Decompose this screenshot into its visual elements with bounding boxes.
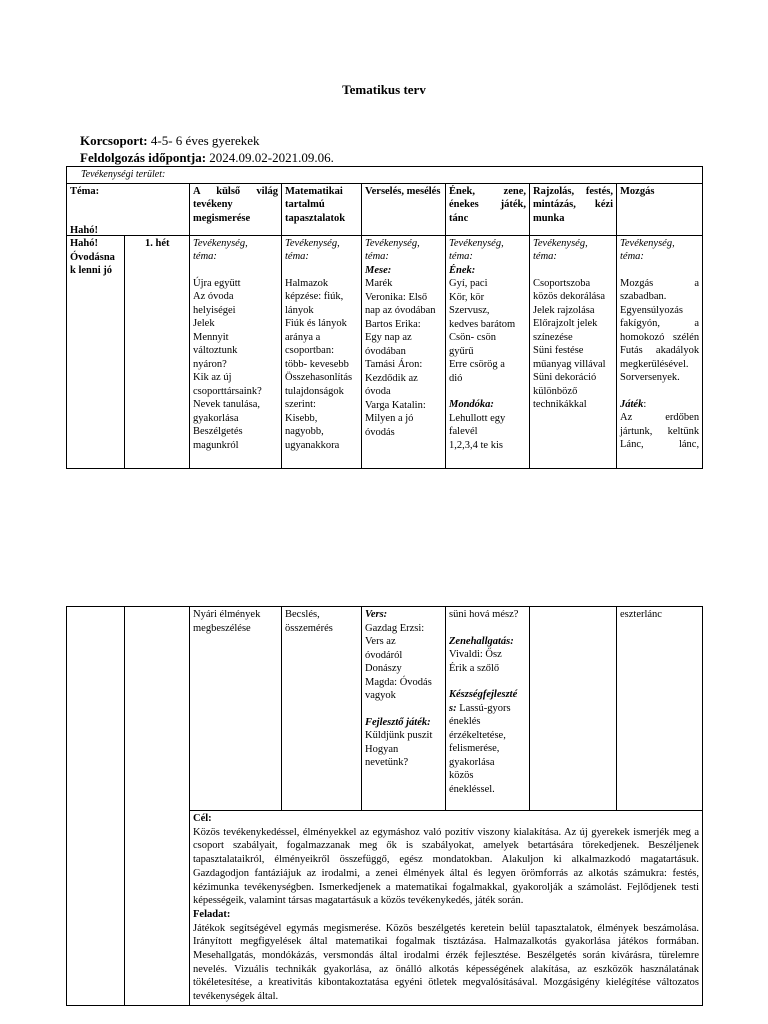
mese-heading: Mese:	[365, 264, 392, 276]
list-matek	[285, 277, 358, 453]
cell-line: Becslés,	[285, 609, 320, 620]
list-enek	[449, 277, 526, 385]
keszsegfejlesztes-heading-tail: s:	[449, 702, 457, 714]
cell-line: szerint:	[285, 399, 316, 410]
cell-line: Lánc, lánc,	[620, 439, 700, 450]
cell-line: óvodában	[365, 345, 406, 357]
cell-line: közös dekorálása	[533, 291, 606, 302]
list-mozgas-cont	[620, 608, 699, 622]
zenehallgatas-heading: Zenehallgatás:	[449, 635, 514, 647]
task-label: Feladat:	[193, 908, 231, 920]
cell-line: Sorversenyek.	[620, 372, 680, 383]
cell-line: eszterlánc	[620, 609, 662, 620]
vers-heading: Vers:	[365, 609, 388, 620]
cell-line: vagyok	[365, 690, 396, 701]
header-tema: Téma:	[67, 183, 190, 235]
cell-mozgas	[617, 235, 703, 468]
cell-kulso-vilag	[190, 235, 282, 468]
cell-line: megbeszélése	[193, 622, 251, 634]
cell-line: Halmazok	[285, 277, 329, 289]
activity-label: Tevékenység,	[285, 237, 340, 249]
cell-line: Összehasonlítás	[285, 372, 353, 383]
cell-verseles	[362, 235, 446, 468]
cell-line: Futás akadályok	[620, 345, 700, 356]
jatek-heading: Játék	[620, 398, 644, 410]
activity-label: téma:	[285, 251, 309, 262]
cell-line: Jelek	[193, 318, 215, 329]
cell-line: Nevek tanulása,	[193, 399, 261, 410]
cell-line: felismerése,	[449, 743, 500, 754]
cell-line: érzékeltetése,	[449, 729, 506, 741]
enek-heading: Ének:	[449, 264, 476, 276]
topic-cell-cont	[67, 607, 125, 1006]
cell-line: közös	[449, 770, 474, 781]
page-title: Tematikus terv	[342, 82, 426, 97]
cell-line: éneklés	[449, 716, 481, 727]
cell-line: Csoportszoba	[533, 277, 591, 289]
header-verseles: Verselés, mesélés	[362, 183, 446, 235]
cell-line: Milyen a jó	[365, 413, 414, 424]
plan-table-page2	[66, 606, 703, 1006]
cell-line: lányok	[285, 304, 314, 316]
week-cell-cont	[125, 607, 190, 1006]
cell-line: Kik az új	[193, 372, 232, 383]
topic-line: Óvodásna	[70, 251, 115, 263]
cell-line: Gazdag Erzsi:	[365, 622, 425, 634]
cell-rajzolas-cont	[530, 607, 617, 811]
jatek-heading-colon: :	[643, 398, 647, 410]
cell-line: ugyanakkora	[285, 439, 340, 451]
cell-line: Nyári élmények	[193, 609, 261, 620]
keszsegfejlesztes-heading: Készségfejleszté	[449, 689, 518, 700]
cell-line: színezése	[533, 331, 573, 343]
header-kulso-vilag: A külső világ tevékeny megismerése	[190, 183, 282, 235]
cell-line: aránya a	[285, 331, 321, 343]
cell-line: Hogyan	[365, 743, 399, 755]
list-enek-cont	[449, 608, 526, 622]
age-group-label: Korcsoport:	[80, 133, 148, 148]
list-verseles	[365, 277, 442, 439]
table-caption: Tevékenységi terület:	[67, 167, 703, 184]
fejleszto-jatek-heading: Fejlesztő játék:	[365, 716, 431, 728]
cell-line: helyiségei	[193, 304, 236, 316]
list-enek2-cont	[449, 648, 526, 675]
cell-line: csoporttársaink?	[193, 385, 262, 397]
goal-text: Közös tevékenykedéssel, élményekkel az egymáshoz való pozitív viszony kialakítása. Az új gyerekek ismerjék meg a csoport szabályait, fogalmazzanak meg ők is szabályokat, amelyek betartására törekedjenek. Beszéljenek tapasztalataikról, élményeikről összefüggő, egész mondatokban. Alakuljon ki alkalmazkodó magatartásuk. Gazdagodjon fantáziájuk az irodalmi, a zenei élmények által és legyen örömforrás az alkotás számukra: festés, kézimunka tevékenységben. Ismerkedjenek a matematikai fogalmakkal, gyakorolják a számolást. Fejlődjenek testi képességeik, valamint társas magatartásuk a közös tevékenykedés, játék során.	[193, 826, 699, 907]
cell-line: Gyí, paci	[449, 278, 488, 289]
keszsegfejlesztes-first: Lassú-gyors	[456, 702, 511, 714]
list-mozgas	[620, 277, 699, 385]
mondoka-heading: Mondóka:	[449, 399, 494, 410]
header-matematika: Matematikai tartalmú tapasztalatok	[282, 183, 362, 235]
cell-line: Szervusz,	[449, 305, 490, 316]
cell-line: Kisebb,	[285, 412, 318, 424]
topic-line: k lenni jó	[70, 265, 113, 276]
list-enek3-cont	[449, 715, 526, 796]
cell-line: Jelek rajzolása	[533, 304, 595, 316]
cell-line: Fiúk és lányok	[285, 318, 347, 329]
activity-label: Tevékenység,	[620, 237, 675, 249]
activity-label: Tevékenység,	[533, 237, 588, 249]
cell-line: műanyag villával	[533, 358, 606, 370]
cell-line: magunkról	[193, 439, 239, 451]
cell-line: technikákkal	[533, 399, 587, 410]
header-mozgas: Mozgás	[617, 183, 703, 235]
cell-line: Vers az	[365, 636, 396, 647]
list-kulso	[193, 277, 278, 453]
cell-line: Küldjünk puszit	[365, 730, 433, 741]
cell-line: több- kevesebb	[285, 358, 349, 370]
cell-line: nagyobb,	[285, 426, 324, 437]
cell-line: Magda: Óvodás	[365, 676, 432, 688]
activity-label: Tevékenység,	[449, 237, 504, 249]
list-matek-cont	[285, 608, 358, 635]
cell-line: énekléssel.	[449, 783, 495, 795]
plan-table-page1	[66, 166, 703, 469]
cell-line: Süni dekoráció	[533, 372, 597, 383]
cell-line: Veronika: Első	[365, 291, 428, 303]
cell-line: dió	[449, 372, 463, 384]
cell-line: nevetünk?	[365, 757, 409, 768]
cell-line: süni hová mész?	[449, 609, 519, 620]
cell-verseles-cont	[362, 607, 446, 811]
cell-line: képzése: fiúk,	[285, 291, 344, 302]
activity-label: téma:	[365, 251, 389, 262]
cell-line: Az erdőben	[620, 412, 700, 423]
list-rajz	[533, 277, 613, 412]
cell-line: gyakorlása	[449, 756, 495, 768]
cell-line: falevél	[449, 426, 478, 437]
cell-line: Kezdődik az	[365, 372, 418, 384]
cell-line: összemérés	[285, 622, 333, 634]
cell-line: fakígyón, a	[620, 318, 700, 329]
cell-line: tulajdonságok	[285, 385, 344, 397]
cell-line: szabadban.	[620, 291, 667, 302]
cell-enek-cont	[446, 607, 530, 811]
goal-task-cell	[190, 811, 703, 1006]
activity-label: téma:	[533, 251, 557, 262]
cell-line: óvodáról	[365, 649, 403, 661]
cell-line: Egy nap az	[365, 332, 412, 343]
cell-line: homokozó szélén	[620, 331, 700, 343]
cell-line: jártunk, keltünk	[620, 425, 700, 437]
activity-label: téma:	[620, 251, 644, 262]
cell-line: Marék	[365, 278, 393, 289]
cell-line: Vivaldi: Ősz	[449, 649, 502, 660]
period-label: Feldolgozás időpontja:	[80, 150, 207, 165]
cell-line: Beszélgetés	[193, 426, 243, 437]
header-enek: Ének, zene, énekes játék, tánc	[446, 183, 530, 235]
period-line	[80, 150, 334, 166]
week-cell: 1. hét	[125, 235, 190, 468]
cell-line: Újra együtt	[193, 277, 241, 289]
topic-cell	[67, 224, 125, 468]
cell-line: Bartos Erika:	[365, 318, 421, 330]
goal-label: Cél:	[193, 813, 212, 824]
cell-line: Csön- csön	[449, 332, 496, 343]
cell-line: Egyensúlyozás	[620, 304, 683, 316]
cell-line: gyakorlása	[193, 412, 239, 424]
task-text: Játékok segítségével egymás megismerése. Közös beszélgetés keretein belül tapasztalatok, élmények beszámolása. Irányított megfigyelések által matematikai fogalmak tisztázása. Halmazalkotás gyakorlása játékos formában. Mesehallgatás, mondókázás, versmondás által irodalmi érzék fejlesztése. Beszélgetés során kivárásra, türelemre nevelés. Vizuális technikák gyakorlása, az önálló alkotás képességének alakítása, az eszközök használatának tökéletesítése, a kreativitás kibontakoztatása egyéni ötletek megvalósításával. Mozgásigény kielégítése változatos tevékenységek által.	[193, 922, 699, 1003]
cell-enek	[446, 235, 530, 468]
activity-label: Tevékenység,	[365, 237, 420, 249]
header-rajzolas: Rajzolás, festés, mintázás, kézi munka	[530, 183, 617, 235]
list-kulso-cont	[193, 608, 278, 635]
cell-line: óvodás	[365, 426, 395, 438]
cell-matematika-cont	[282, 607, 362, 811]
cell-line: Erre csörög a	[449, 359, 505, 370]
topic-line: Hahó!	[70, 238, 99, 249]
cell-line: Varga Katalin:	[365, 399, 426, 411]
cell-line: Előrajzolt jelek	[533, 318, 598, 329]
cell-line: 1,2,3,4 te kis	[449, 439, 503, 451]
cell-mozgas-cont	[617, 607, 703, 811]
cell-line: Lehullott egy	[449, 412, 506, 424]
cell-kulso-vilag-cont	[190, 607, 282, 811]
cell-line: Süni festése	[533, 345, 584, 356]
cell-line: különböző	[533, 385, 578, 397]
activity-label: téma:	[449, 251, 473, 262]
list-enek2	[449, 412, 526, 453]
age-group-line	[80, 133, 260, 149]
cell-line: változtunk	[193, 345, 238, 356]
period-value: 2024.09.02-2021.09.06.	[206, 150, 334, 165]
cell-line: nyáron?	[193, 358, 227, 370]
cell-line: nap az óvodában	[365, 305, 436, 316]
cell-line: Mozgás a	[620, 277, 700, 289]
cell-line: Érik a szőlő	[449, 662, 500, 674]
list-verseles-cont	[365, 622, 442, 703]
cell-line: csoportban:	[285, 345, 334, 356]
cell-line: Donászy	[365, 663, 402, 674]
cell-rajzolas	[530, 235, 617, 468]
cell-line: Az óvoda	[193, 291, 234, 302]
cell-line: gyűrű	[449, 345, 474, 357]
activity-label: téma:	[193, 251, 217, 262]
cell-line: Kör, kör	[449, 291, 485, 303]
cell-line: megkerülésével.	[620, 358, 689, 370]
activity-label: Tevékenység,	[193, 237, 248, 249]
cell-line: óvoda	[365, 386, 391, 397]
topic-line: Hahó!	[70, 224, 99, 236]
age-group-value: 4-5- 6 éves gyerekek	[147, 133, 260, 148]
cell-line: kedves barátom	[449, 318, 516, 330]
cell-line: Tamási Áron:	[365, 359, 423, 370]
cell-matematika	[282, 235, 362, 468]
list-verseles2-cont	[365, 729, 442, 770]
list-mozgas2	[620, 411, 699, 452]
cell-line: Mennyit	[193, 331, 229, 343]
